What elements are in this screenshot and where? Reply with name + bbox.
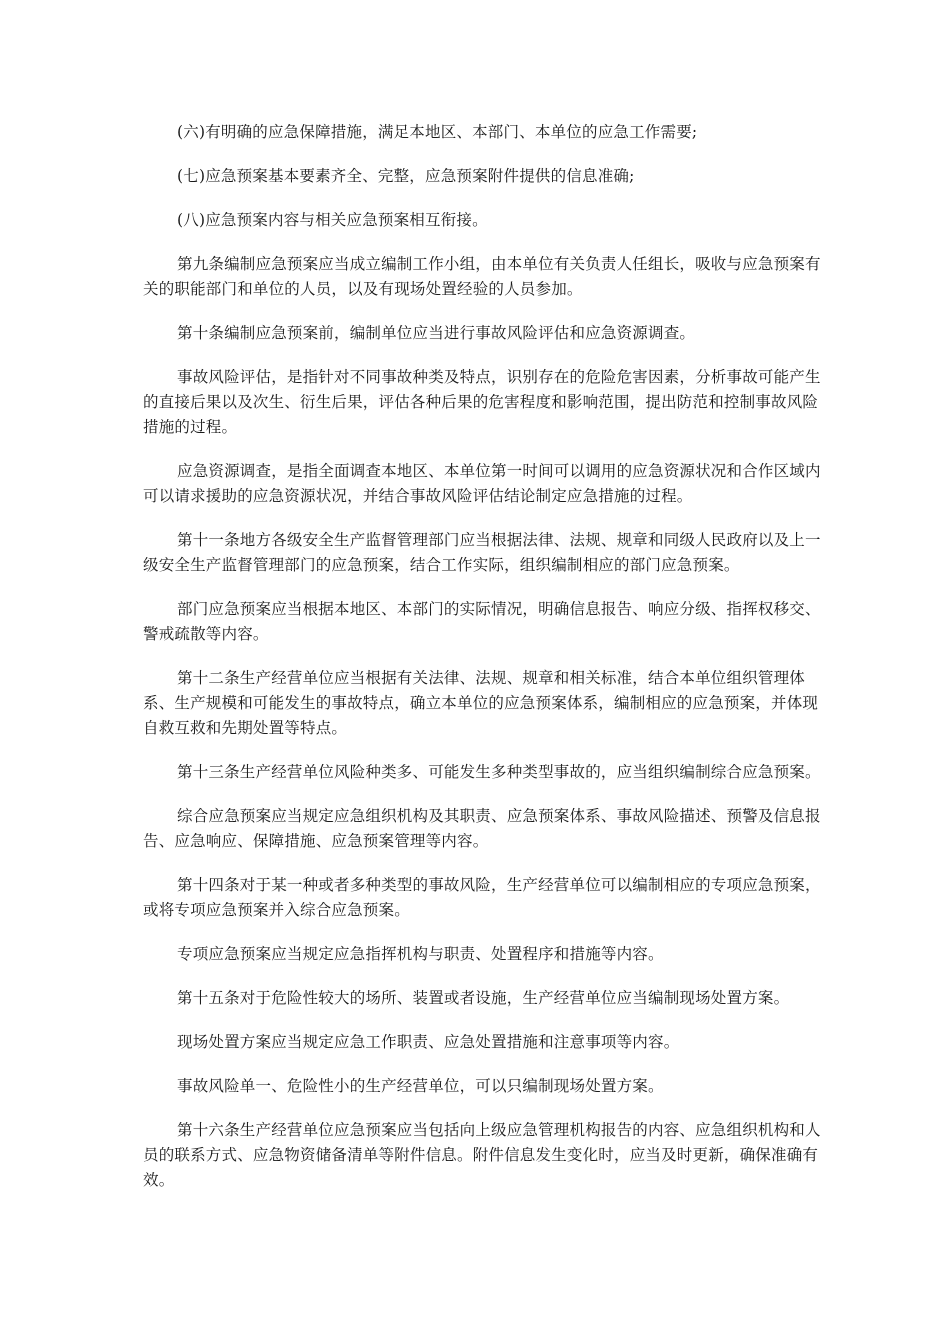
comprehensive-plan-paragraph: 综合应急预案应当规定应急组织机构及其职责、应急预案体系、事故风险描述、预警及信息报告、应急响应、保障措施、应急预案管理等内容。 (143, 807, 821, 850)
special-plan-paragraph: 专项应急预案应当规定应急指挥机构与职责、处置程序和措施等内容。 (177, 945, 664, 963)
article-16-paragraph: 第十六条生产经营单位应急预案应当包括向上级应急管理机构报告的内容、应急组织机构和人员的联系方式、应急物资储备清单等附件信息。附件信息发生变化时，应当及时更新，确保准确有效。 (143, 1121, 821, 1189)
article-11-paragraph: 第十一条地方各级安全生产监督管理部门应当根据法律、法规、规章和同级人民政府以及上一级安全生产监督管理部门的应急预案，结合工作实际，组织编制相应的部门应急预案。 (143, 531, 821, 574)
article-9-paragraph: 第九条编制应急预案应当成立编制工作小组，由本单位有关负责人任组长，吸收与应急预案有关的职能部门和单位的人员，以及有现场处置经验的人员参加。 (143, 255, 821, 298)
document-body (143, 120, 823, 1212)
article-14-paragraph: 第十四条对于某一种或者多种类型的事故风险，生产经营单位可以编制相应的专项应急预案，或将专项应急预案并入综合应急预案。 (143, 876, 821, 919)
risk-assessment-paragraph: 事故风险评估，是指针对不同事故种类及特点，识别存在的危险危害因素，分析事故可能产生的直接后果以及次生、衍生后果，评估各种后果的危害程度和影响范围，提出防范和控制事故风险措施的过程。 (143, 368, 821, 436)
article-15-paragraph: 第十五条对于危险性较大的场所、装置或者设施，生产经营单位应当编制现场处置方案。 (177, 989, 790, 1007)
onsite-plan-paragraph: 现场处置方案应当规定应急工作职责、应急处置措施和注意事项等内容。 (177, 1033, 680, 1051)
clause-7-paragraph: (七)应急预案基本要素齐全、完整，应急预案附件提供的信息准确; (177, 167, 635, 185)
article-10-paragraph: 第十条编制应急预案前，编制单位应当进行事故风险评估和应急资源调查。 (177, 324, 696, 342)
single-risk-paragraph: 事故风险单一、危险性小的生产经营单位，可以只编制现场处置方案。 (177, 1077, 664, 1095)
clause-6-paragraph: (六)有明确的应急保障措施，满足本地区、本部门、本单位的应急工作需要; (177, 123, 698, 141)
clause-8-paragraph: (八)应急预案内容与相关应急预案相互衔接。 (177, 211, 488, 229)
department-plan-paragraph: 部门应急预案应当根据本地区、本部门的实际情况，明确信息报告、响应分级、指挥权移交、警戒疏散等内容。 (143, 600, 821, 643)
resource-survey-paragraph: 应急资源调查，是指全面调查本地区、本单位第一时间可以调用的应急资源状况和合作区域内可以请求援助的应急资源状况，并结合事故风险评估结论制定应急措施的过程。 (143, 462, 821, 505)
article-12-paragraph: 第十二条生产经营单位应当根据有关法律、法规、规章和相关标准，结合本单位组织管理体系、生产规模和可能发生的事故特点，确立本单位的应急预案体系，编制相应的应急预案，并体现自救互救和先期处置等特点。 (143, 669, 819, 737)
article-13-paragraph: 第十三条生产经营单位风险种类多、可能发生多种类型事故的，应当组织编制综合应急预案。 (177, 763, 821, 781)
